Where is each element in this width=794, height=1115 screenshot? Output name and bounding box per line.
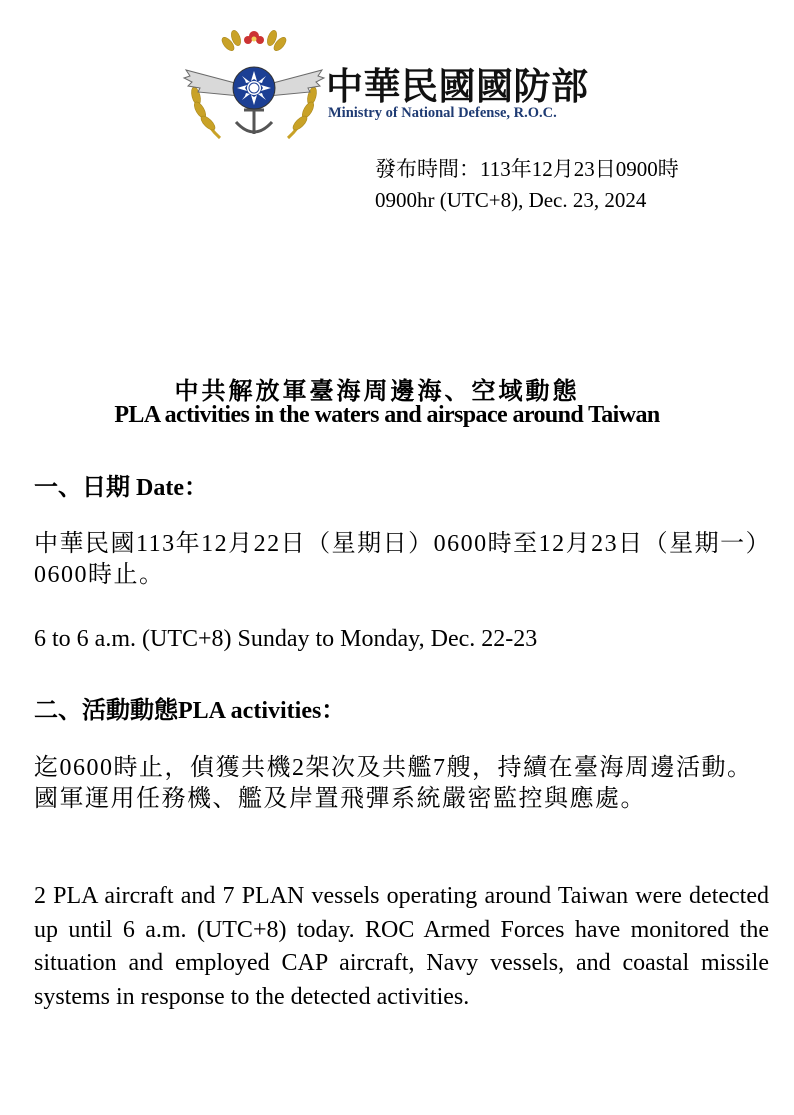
release-time [375, 154, 679, 216]
release-time-en: 0900hr (UTC+8), Dec. 23, 2024 [375, 188, 647, 212]
release-time-zh: 發布時間：113年12月23日0900時 [375, 157, 679, 181]
activities-text-zh: 迄0600時止，偵獲共機2架次及共艦7艘，持續在臺海周邊活動。國軍運用任務機、艦及岸置飛彈系統嚴密監控與應處。 [34, 755, 753, 812]
date-text-en: 6 to 6 a.m. (UTC+8) Sunday to Monday, Dec. 22-23 [34, 626, 538, 652]
activities-text-en: 2 PLA aircraft and 7 PLAN vessels operating around Taiwan were detected up until 6 a.m. (UTC+8) today. ROC Armed Forces have monitored the situation and employed CAP aircraft, Navy vessels, and coastal missile systems in response to the detected activities. [34, 883, 769, 1010]
org-name-en: Ministry of National Defense, R.O.C. [328, 105, 557, 121]
org-name-zh: 中華民國國防部 [326, 65, 589, 108]
section-date-heading: 一、日期 Date： [34, 475, 208, 501]
page-title-zh: 中共解放軍臺海周邊海、空域動態 [174, 379, 580, 405]
page-title-en: PLA activities in the waters and airspace around Taiwan [114, 402, 660, 428]
section-activities-heading: 二、活動動態PLA activities： [34, 698, 346, 724]
mnd-emblem-icon [180, 26, 328, 146]
header [180, 26, 640, 148]
date-text-zh: 中華民國113年12月22日（星期日）0600時至12月23日（星期一）0600時止。 [34, 531, 760, 588]
